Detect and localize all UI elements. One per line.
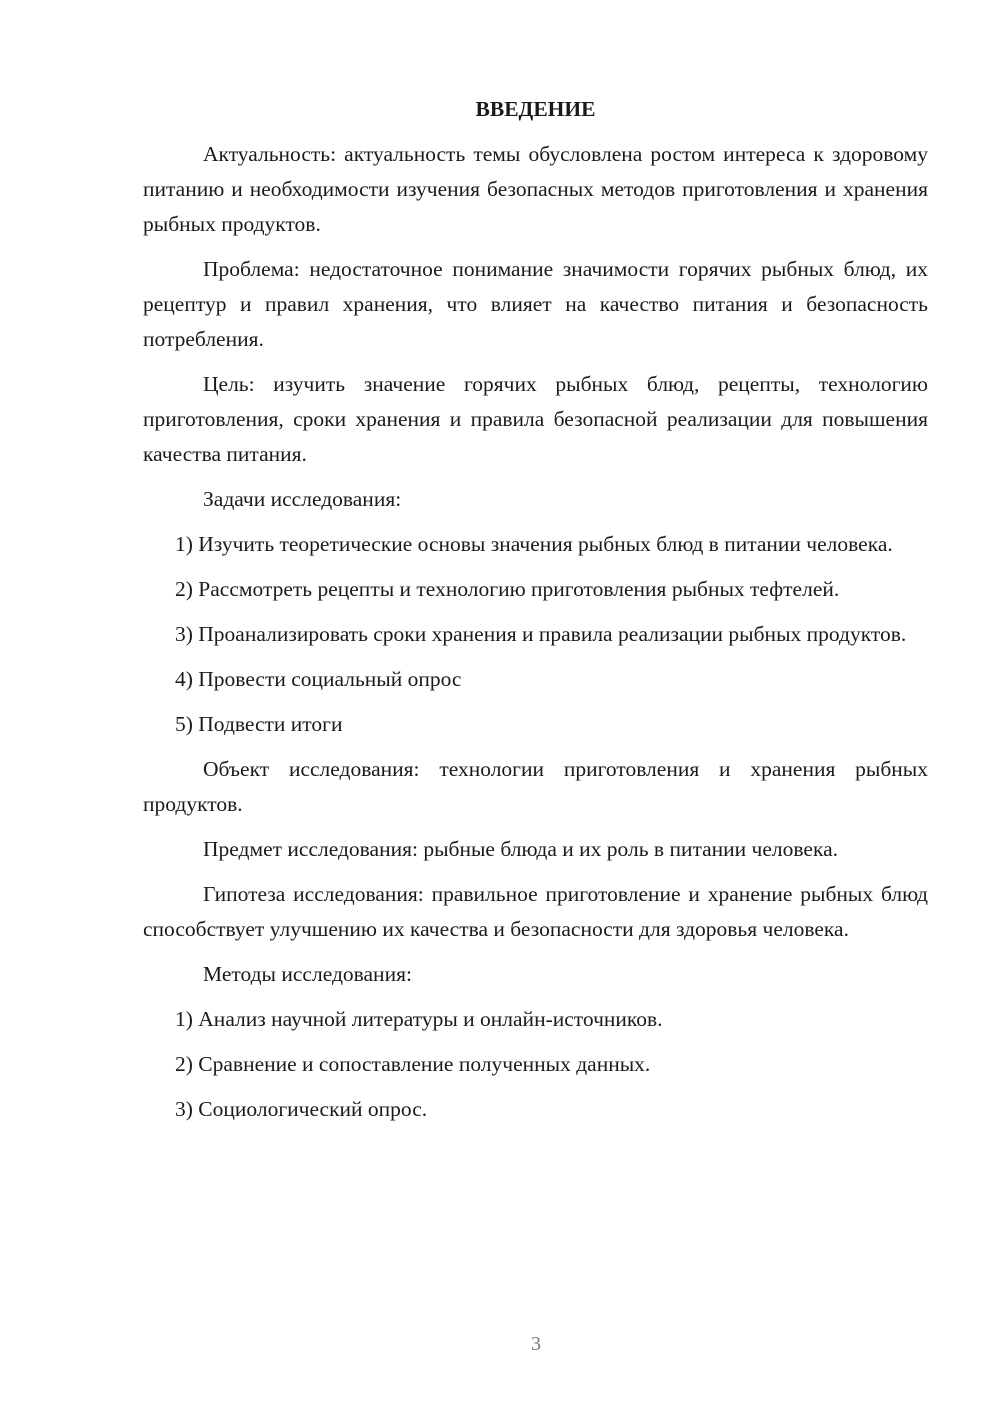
object-paragraph: Объект исследования: технологии приготовления и хранения рыбных продуктов. xyxy=(143,757,928,816)
method-item-2: 2) Сравнение и сопоставление полученных данных. xyxy=(175,1052,651,1076)
document-page xyxy=(143,92,928,1137)
tasks-heading: Задачи исследования: xyxy=(203,487,402,511)
problem-paragraph: Проблема: недостаточное понимание значимости горячих рыбных блюд, их рецептур и правил хранения, что влияет на качество питания и безопасность потребления. xyxy=(143,257,928,351)
method-item-3: 3) Социологический опрос. xyxy=(175,1097,428,1121)
relevance-paragraph: Актуальность: актуальность темы обусловлена ростом интереса к здоровому питанию и необходимости изучения безопасных методов приготовления и хранения рыбных продуктов. xyxy=(143,142,928,236)
methods-heading: Методы исследования: xyxy=(203,962,412,986)
page-title: ВВЕДЕНИЕ xyxy=(475,97,596,121)
task-item-1: 1) Изучить теоретические основы значения рыбных блюд в питании человека. xyxy=(175,532,893,556)
hypothesis-paragraph: Гипотеза исследования: правильное приготовление и хранение рыбных блюд способствует улучшению их качества и безопасности для здоровья человека. xyxy=(143,882,928,941)
task-item-4: 4) Провести социальный опрос xyxy=(175,667,462,691)
method-item-1: 1) Анализ научной литературы и онлайн-источников. xyxy=(175,1007,663,1031)
task-item-2: 2) Рассмотреть рецепты и технологию приготовления рыбных тефтелей. xyxy=(175,577,840,601)
task-item-3: 3) Проанализировать сроки хранения и правила реализации рыбных продуктов. xyxy=(175,622,907,646)
goal-paragraph: Цель: изучить значение горячих рыбных блюд, рецепты, технологию приготовления, сроки хранения и правила безопасной реализации для повышения качества питания. xyxy=(143,372,928,466)
task-item-5: 5) Подвести итоги xyxy=(175,712,343,736)
page-number: 3 xyxy=(531,1333,541,1355)
subject-paragraph: Предмет исследования: рыбные блюда и их роль в питании человека. xyxy=(203,837,838,861)
